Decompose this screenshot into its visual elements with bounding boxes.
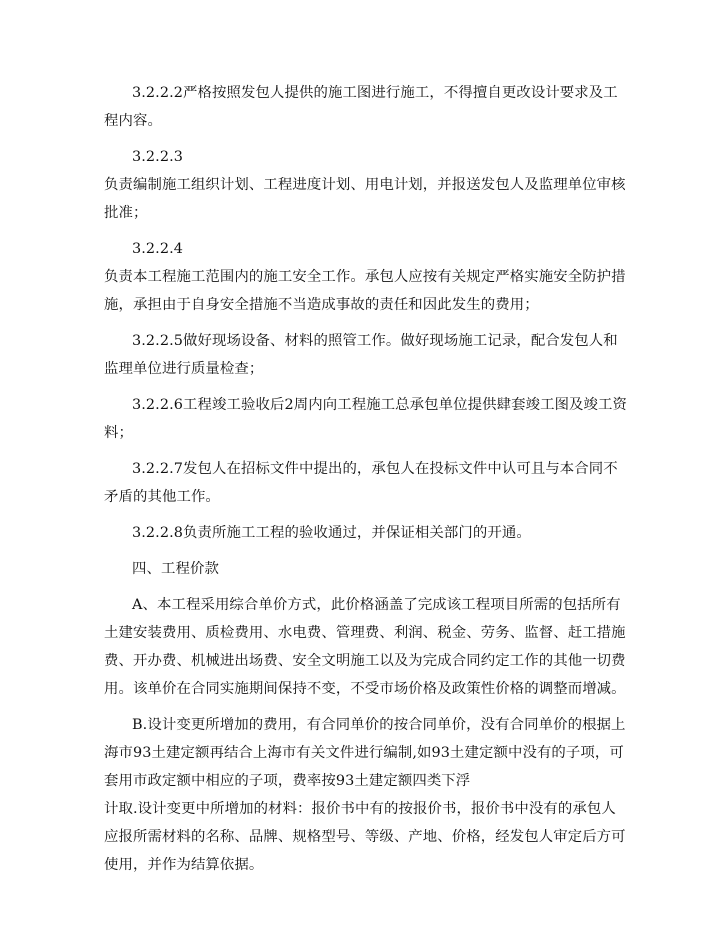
clause-3-2-2-2-line-1: 3.2.2.2严格按照发包人提供的施工图进行施工，不得擅自更改设计要求及工 — [132, 85, 618, 101]
clause-3-2-2-4-number: 3.2.2.4 — [132, 241, 184, 257]
clause-3-2-2-2-line-2: 程内容。 — [104, 113, 162, 129]
price-clause-b-line-4: 计取.设计变更中所增加的材料：报价书中有的按报价书，报价书中没有的承包人 — [104, 801, 616, 817]
clause-3-2-2-3-line-2: 批准； — [104, 205, 148, 221]
price-clause-b-line-3: 套用市政定额中相应的子项，费率按93土建定额四类下浮 — [104, 773, 471, 789]
price-clause-b-line-5: 应报所需材料的名称、品牌、规格型号、等级、产地、价格，经发包人审定后方可 — [104, 829, 626, 845]
clause-3-2-2-5-line-2: 监理单位进行质量检查； — [104, 361, 264, 377]
clause-3-2-2-5-line-1: 3.2.2.5做好现场设备、材料的照管工作。做好现场施工记录，配合发包人和 — [132, 333, 618, 349]
price-clause-b-line-6: 使用，并作为结算依据。 — [104, 857, 264, 873]
clause-3-2-2-4-line-1: 负责本工程施工范围内的施工安全工作。承包人应按有关规定严格实施安全防护措 — [104, 269, 626, 285]
clause-3-2-2-3-number: 3.2.2.3 — [132, 149, 184, 165]
clause-3-2-2-6-line-2: 料； — [104, 425, 133, 441]
price-clause-b-line-2: 海市93土建定额再结合上海市有关文件进行编制,如93土建定额中没有的子项，可 — [104, 745, 624, 761]
clause-3-2-2-7-line-2: 矛盾的其他工作。 — [104, 489, 220, 505]
clause-3-2-2-7-line-1: 3.2.2.7发包人在招标文件中提出的，承包人在投标文件中认可且与本合同不 — [132, 461, 618, 477]
section-heading-price: 四、工程价款 — [132, 561, 219, 577]
price-clause-a-line-2: 土建安装费用、质检费用、水电费、管理费、利润、税金、劳务、监督、赶工措施 — [104, 625, 626, 641]
price-clause-a-line-1: A、本工程采用综合单价方式，此价格涵盖了完成该工程项目所需的包括所有 — [132, 597, 621, 613]
clause-3-2-2-6-line-1: 3.2.2.6工程竣工验收后2周内向工程施工总承包单位提供肆套竣工图及竣工资 — [132, 397, 628, 413]
clause-3-2-2-3-line-1: 负责编制施工组织计划、工程进度计划、用电计划，并报送发包人及监理单位审核 — [104, 177, 626, 193]
price-clause-a-line-4: 用。该单价在合同实施期间保持不变，不受市场价格及政策性价格的调整而增减。 — [104, 681, 626, 697]
document-page — [104, 84, 628, 884]
clause-3-2-2-4-line-2: 施，承担由于自身安全措施不当造成事故的责任和因此发生的费用； — [104, 297, 539, 313]
clause-3-2-2-8-line-1: 3.2.2.8负责所施工工程的验收通过，并保证相关部门的开通。 — [132, 525, 531, 541]
price-clause-a-line-3: 费、开办费、机械进出场费、安全文明施工以及为完成合同约定工作的其他一切费 — [104, 653, 626, 669]
price-clause-b-line-1: B.设计变更所增加的费用，有合同单价的按合同单价，没有合同单价的根据上 — [132, 717, 626, 733]
